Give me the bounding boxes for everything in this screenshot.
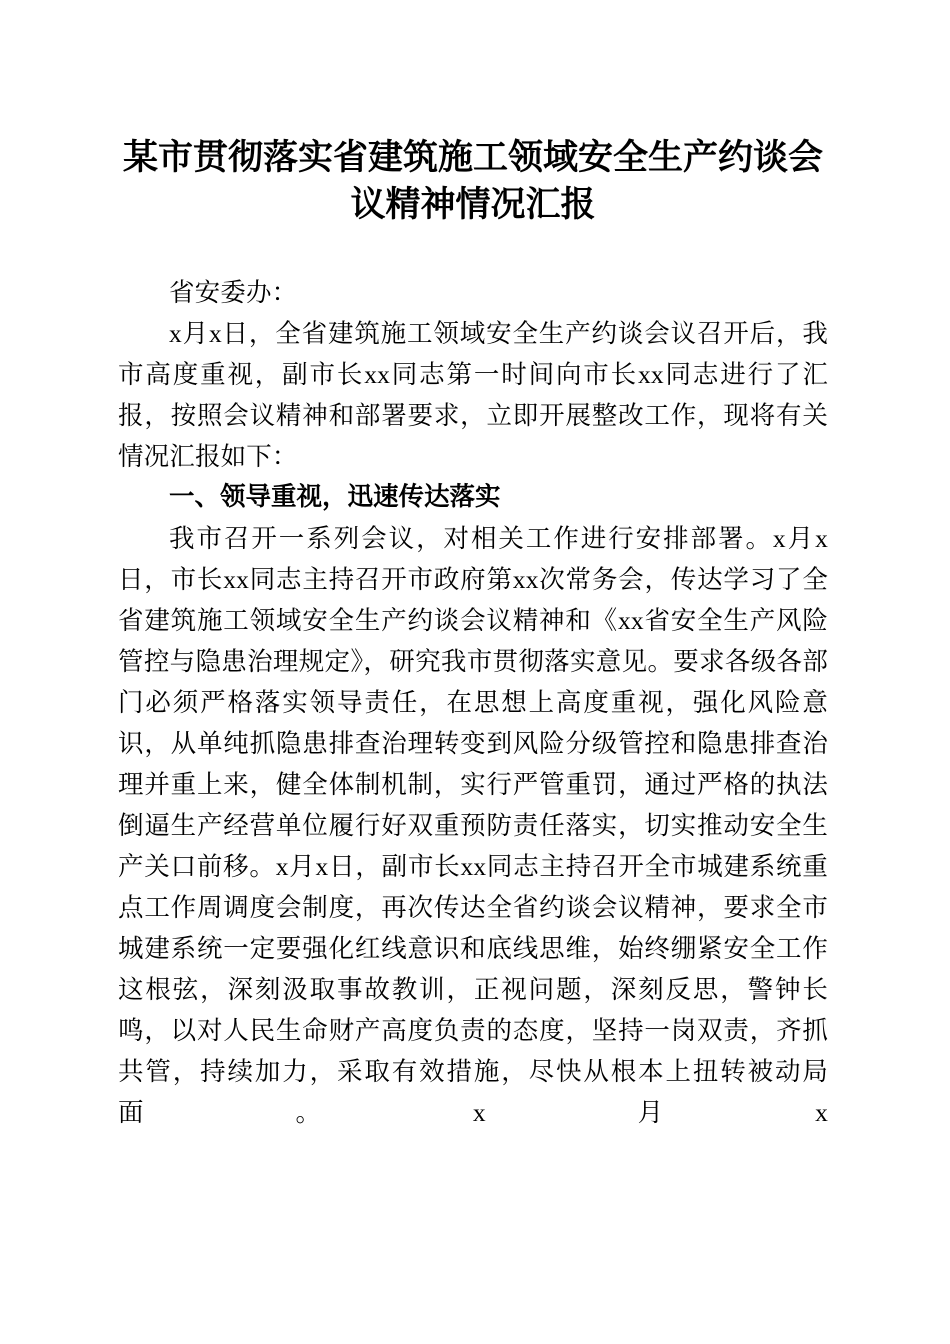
page-title: 某市贯彻落实省建筑施工领域安全生产约谈会议精神情况汇报 bbox=[122, 138, 823, 224]
section-heading-1: 一、领导重视，迅速传达落实 bbox=[169, 483, 501, 511]
paragraph-section-1-body: 我市召开一系列会议，对相关工作进行安排部署。x月x日，市长xx同志主持召开市政府第xx次常务会，传达学习了全省建筑施工领域安全生产约谈会议精神和《xx省安全生产风险管控与隐患治理规定》，研究我市贯彻落实意见。要求各级各部门必须严格落实领导责任，在思想上高度重视，强化风险意识，从单纯抓隐患排查治理转变到风险分级管控和隐患排查治理并重上来，健全体制机制，实行严管重罚，通过严格的执法倒逼生产经营单位履行好双重预防责任落实，切实推动安全生产关口前移。x月x日，副市长xx同志主持召开全市城建系统重点工作周调度会制度，再次传达全省约谈会议精神，要求全市城建系统一定要强化红线意识和底线思维，始终绷紧安全工作这根弦，深刻汲取事故教训，正视问题，深刻反思，警钟长鸣，以对人民生命财产高度负责的态度，坚持一岗双责，齐抓共管，持续加力，采取有效措施，尽快从根本上扭转被动局面。x月x bbox=[118, 524, 828, 1127]
salutation-line: 省安委办： bbox=[169, 278, 298, 307]
document-body bbox=[118, 272, 828, 1133]
paragraph-opening: x月x日，全省建筑施工领域安全生产约谈会议召开后，我市高度重视，副市长xx同志第一时间向市长xx同志进行了汇报，按照会议精神和部署要求，立即开展整改工作，现将有关情况汇报如下： bbox=[118, 319, 828, 471]
